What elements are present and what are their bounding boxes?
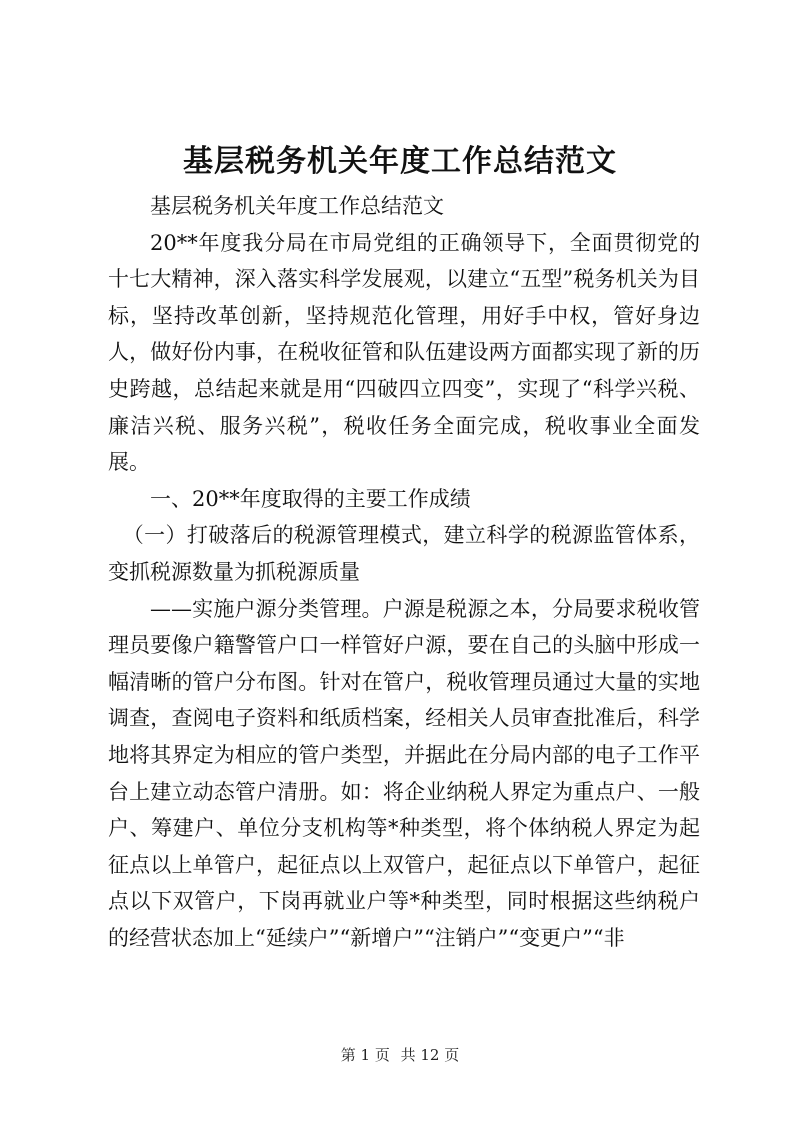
document-title: 基层税务机关年度工作总结范文	[183, 144, 617, 179]
page-number: 第 1 页	[340, 1046, 390, 1064]
document-body	[108, 188, 700, 956]
body-paragraph: ——实施户源分类管理。户源是税源之本，分局要求税收管理员要像户籍警管户口一样管好户源，要在自己的头脑中形成一幅清晰的管户分布图。针对在管户，税收管理员通过大量的实地调查，查阅电子资料和纸质档案，经相关人员审查批准后，科学地将其界定为相应的管户类型，并据此在分局内部的电子工作平台上建立动态管户清册。如：将企业纳税人界定为重点户、一般户、筹建户、单位分支机构等*种类型，将个体纳税人界定为起征点以上单管户，起征点以上双管户，起征点以下单管户，起征点以下双管户，下岗再就业户等*种类型，同时根据这些纳税户的经营状态加上“延续户”“新增户”“注销户”“变更户”“非	[108, 596, 700, 950]
section-heading: 一、20**年度取得的主要工作成绩	[150, 486, 471, 511]
subtitle-paragraph: 基层税务机关年度工作总结范文	[150, 194, 444, 218]
intro-paragraph: 20**年度我分局在市局党组的正确领导下，全面贯彻党的十七大精神，深入落实科学发展观，以建立“五型”税务机关为目标，坚持改革创新，坚持规范化管理，用好手中权，管好身边人，做好份内事，在税收征管和队伍建设两方面都实现了新的历史跨越，总结起来就是用“四破四立四变”，实现了“科学兴税、廉洁兴税、服务兴税”，税收任务全面完成，税收事业全面发展。	[108, 230, 700, 475]
page-footer	[0, 1045, 800, 1065]
page-total: 共 12 页	[400, 1046, 460, 1064]
subsection-heading: （一）打破落后的税源管理模式，建立科学的税源监管体系，变抓税源数量为抓税源质量	[108, 523, 700, 584]
